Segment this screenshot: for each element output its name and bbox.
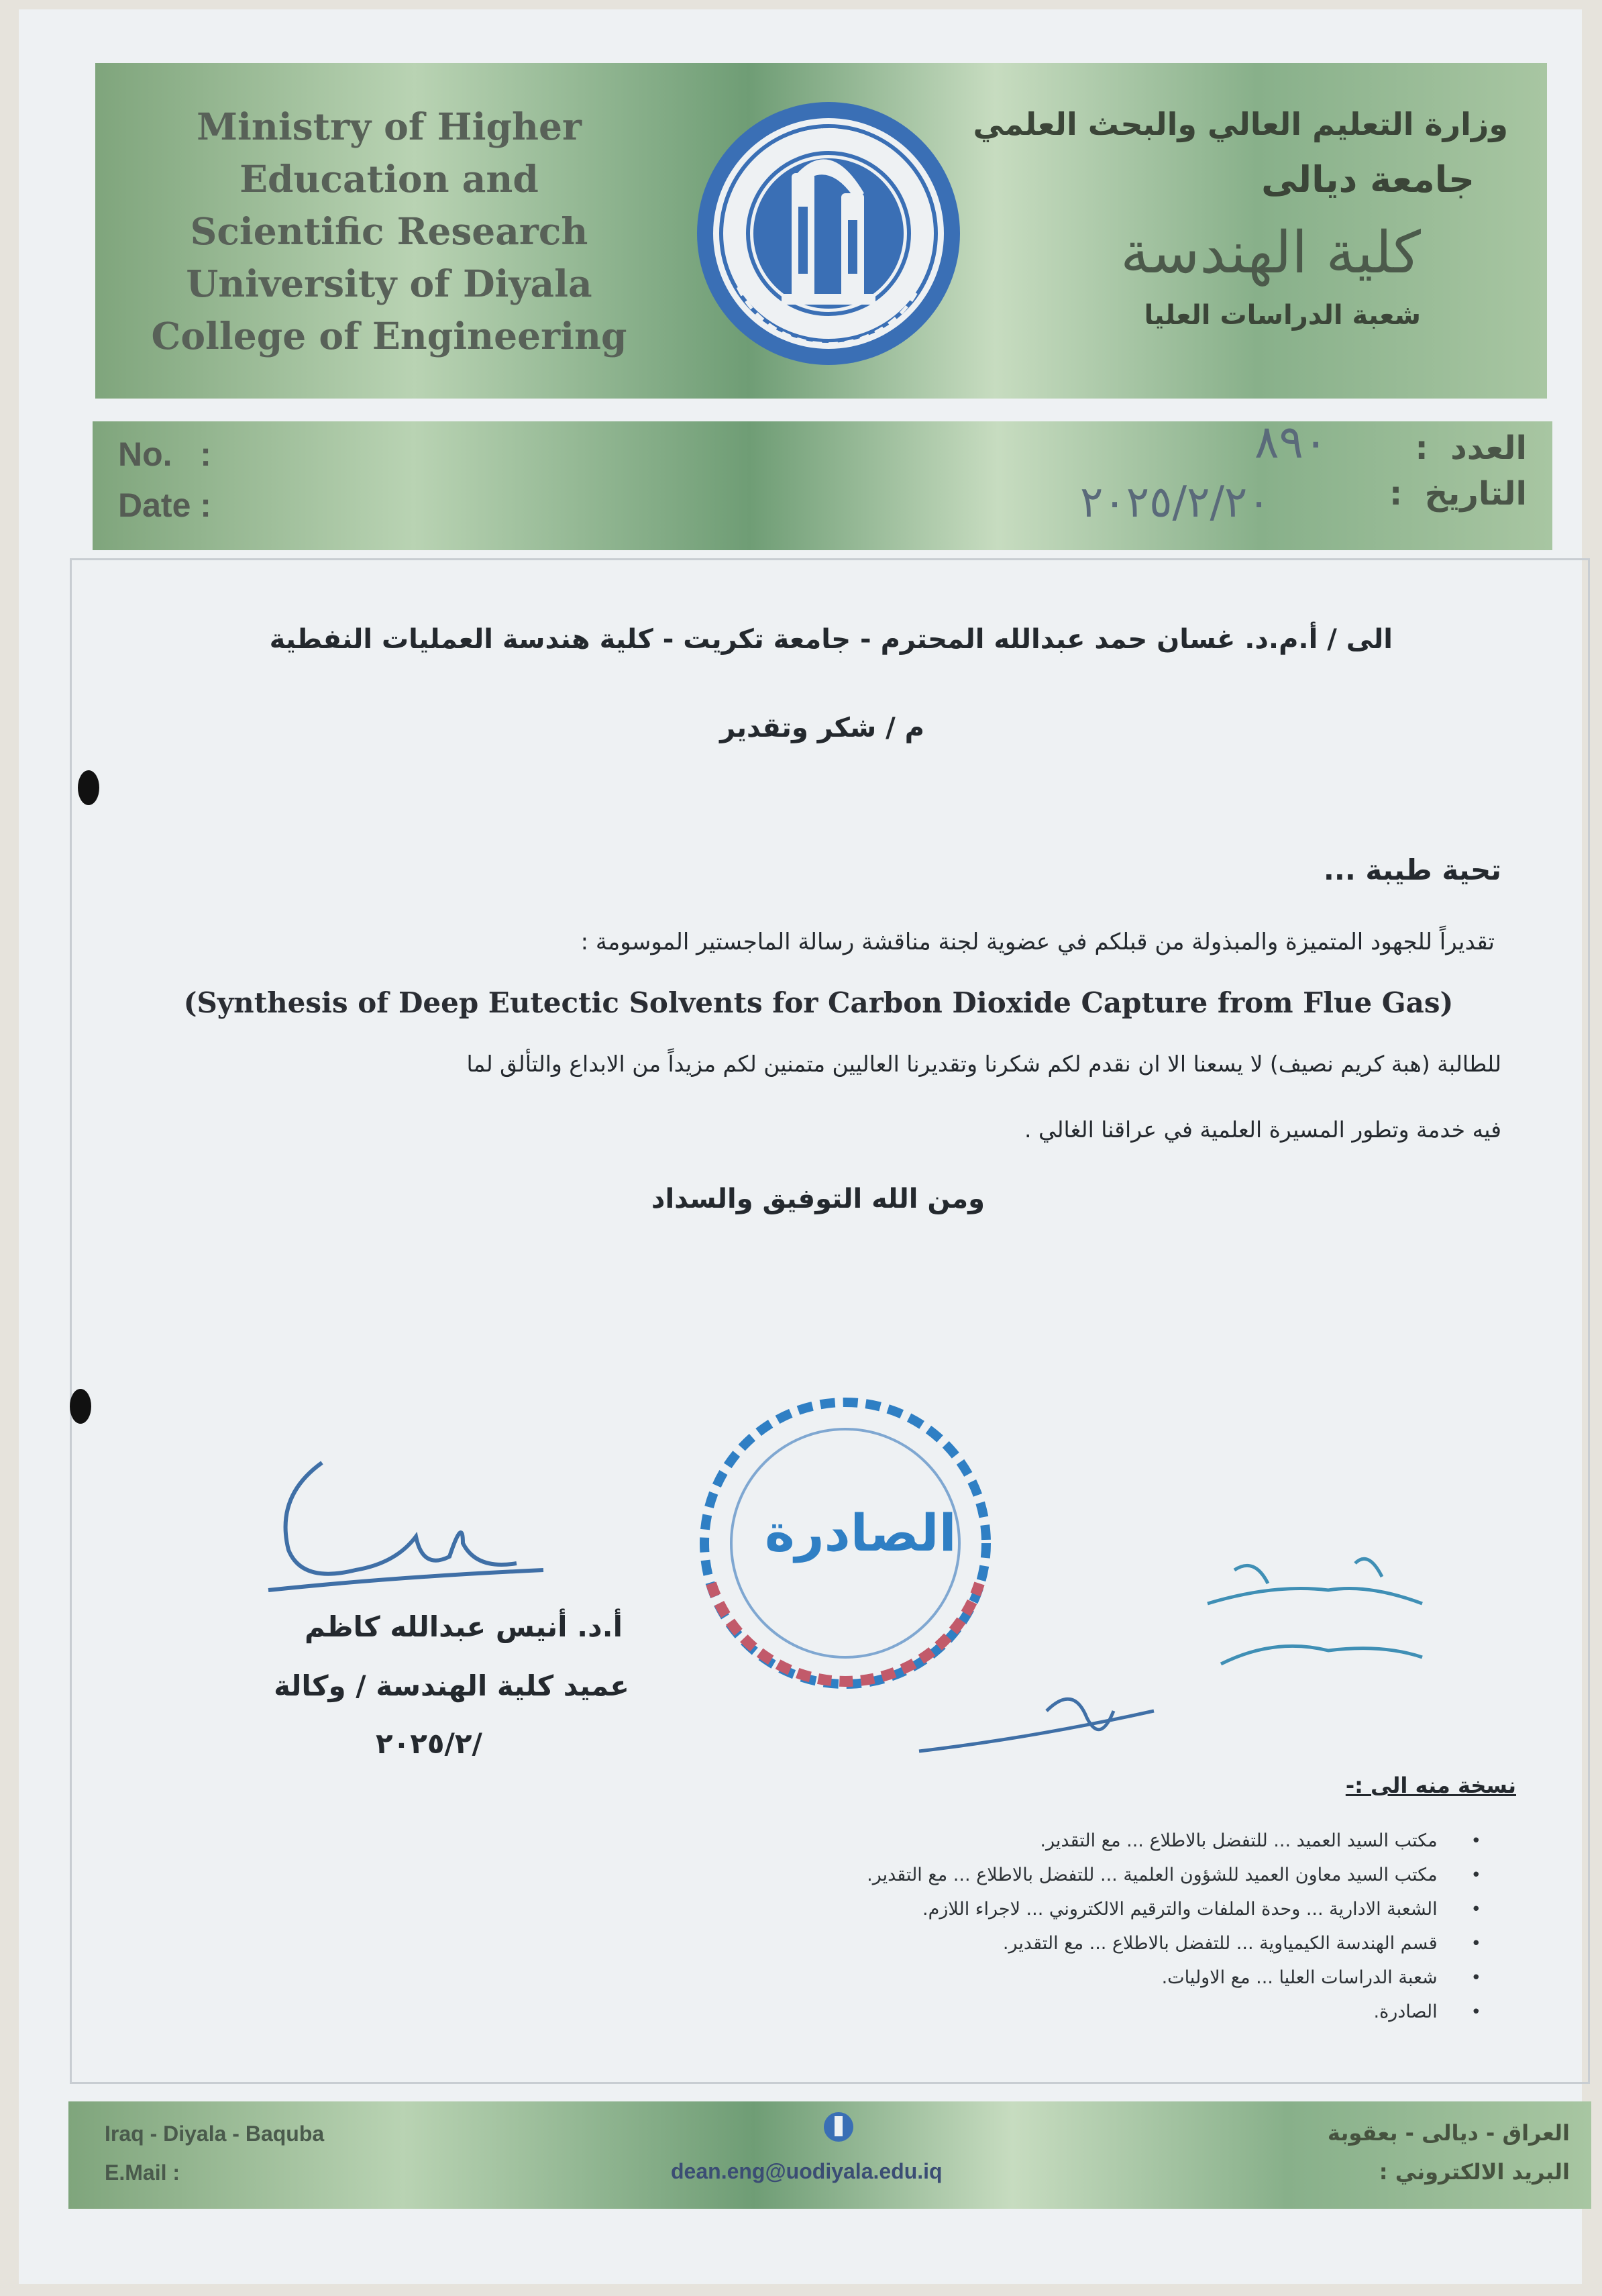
- footer-email-label-ar: البريد الالكتروني :: [1379, 2159, 1570, 2185]
- footer-emblem-icon: [818, 2105, 859, 2152]
- reference-date-value: ٢٠٢٥/٢/٢٠: [1080, 478, 1271, 527]
- copy-to-item: • مكتب السيد معاون العميد للشؤون العلمية ... للتفضل بالاطلاع ... مع التقدير.: [676, 1858, 1481, 1892]
- body-line-2: فيه خدمة وتطور المسيرة العلمية في عراقنا الغالي .: [1024, 1116, 1501, 1143]
- punch-hole: [70, 1389, 91, 1424]
- copy-to-item: • قسم الهندسة الكيمياوية ... للتفضل بالاطلاع ... مع التقدير.: [676, 1926, 1481, 1961]
- punch-hole: [78, 770, 99, 805]
- signatory-title: عميد كلية الهندسة / وكالة: [274, 1669, 629, 1702]
- stamp-word: الصادرة: [765, 1503, 957, 1563]
- date-label-ar: التاريخ :: [1389, 475, 1527, 513]
- no-label: No. :: [118, 435, 211, 473]
- subject-line: م / شكر وتقدير: [720, 713, 924, 743]
- closing-line: ومن الله التوفيق والسداد: [651, 1184, 985, 1214]
- copy-to-item: • الصادرة.: [676, 1995, 1481, 2029]
- reference-band: [93, 421, 1552, 550]
- letterhead-en-line: Education and: [239, 157, 539, 201]
- footer-address-en: Iraq - Diyala - Baquba: [105, 2122, 325, 2146]
- letterhead-en-line: Ministry of Higher: [197, 105, 582, 148]
- letterhead-en-line: Scientific Research: [190, 209, 588, 253]
- dean-signature: [262, 1436, 557, 1610]
- college-name-ar: كلية الهندسة: [1120, 219, 1421, 286]
- intro-line: تقديراً للجهود المتميزة والمبذولة من قبلكم في عضوية لجنة مناقشة رسالة الماجستير الموسومة :: [580, 929, 1495, 955]
- letterhead-en-line: University of Diyala: [186, 262, 592, 305]
- footer-email-label-en: E.Mail :: [105, 2160, 180, 2185]
- secondary-signature: [912, 1671, 1167, 1765]
- copy-to-heading: نسخة منه الى :-: [1345, 1773, 1516, 1798]
- university-name-ar: جامعة ديالى: [1261, 158, 1475, 201]
- footer-email: dean.eng@uodiyala.edu.iq: [671, 2159, 943, 2183]
- copy-to-item: • شعبة الدراسات العليا ... مع الاوليات.: [676, 1961, 1481, 1995]
- footer-address-ar: العراق - ديالى - بعقوبة: [1327, 2120, 1570, 2146]
- copy-to-item: • مكتب السيد العميد ... للتفضل بالاطلاع ... مع التقدير.: [676, 1824, 1481, 1858]
- body-line-1: للطالبة (هبة كريم نصيف) لا يسعنا الا ان نقدم لكم شكرنا وتقديرنا العاليين متمنين لكم مزيداً من الابداع والتألق لما: [466, 1051, 1501, 1077]
- reference-number-value: ٨٩٠: [1254, 416, 1328, 469]
- copy-to-list: [676, 1824, 1481, 2029]
- ministry-name-ar: وزارة التعليم العالي والبحث العلمي: [973, 106, 1508, 142]
- thesis-title: (Synthesis of Deep Eutectic Solvents for Carbon Dioxide Capture from Flue Gas): [183, 986, 1454, 1019]
- department-name-ar: شعبة الدراسات العليا: [1144, 300, 1421, 331]
- university-seal-logo: [691, 93, 966, 374]
- letterhead-en-line: College of Engineering: [151, 314, 627, 358]
- signatory-date: ٢٠٢٥/٢/: [376, 1727, 482, 1760]
- signatory-name: أ.د. أنيس عبدالله كاظم: [305, 1610, 623, 1643]
- handwritten-note: [1194, 1543, 1449, 1677]
- number-label-ar: العدد :: [1415, 429, 1527, 467]
- letterhead-arabic: [973, 106, 1508, 331]
- date-label: Date :: [118, 486, 211, 524]
- greeting: تحية طيبة ...: [1323, 853, 1501, 886]
- letterhead-english: [141, 101, 637, 362]
- copy-to-item: • الشعبة الادارية ... وحدة الملفات والترقيم الالكتروني ... لاجراء اللازم.: [676, 1892, 1481, 1926]
- recipient-line: الى / أ.م.د. غسان حمد عبدالله المحترم - جامعة تكريت - كلية هندسة العمليات النفطية: [269, 624, 1393, 655]
